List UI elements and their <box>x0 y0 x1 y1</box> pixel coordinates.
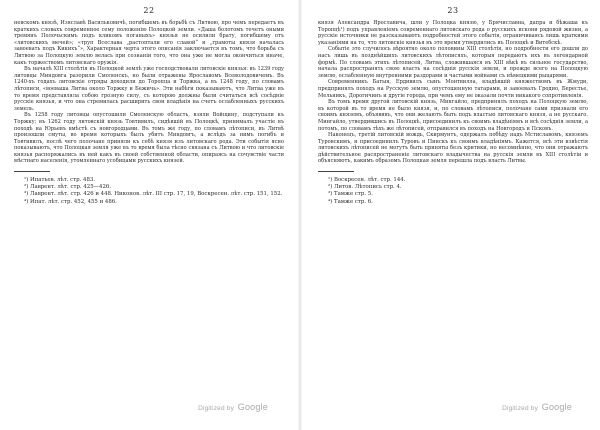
footnote-divider <box>318 171 354 172</box>
footnote: ²) Лаврент. лѣт. стр. 425—426. <box>24 184 112 191</box>
page-number-right: 23 <box>447 6 459 15</box>
footnote: ³) Тамже стр. 5. <box>328 191 373 198</box>
book-gutter <box>298 0 302 430</box>
footnote: ¹) Воскресен. лѣт. стр. 144. <box>328 177 406 184</box>
google-watermark-left <box>198 402 268 412</box>
paragraph: Въ началѣ XIII столѣтія въ Полоцкой землѣ уже господствовали литовскіе князья: въ 1239 году литовцы Миндовга разорили Смоленскъ, но были отражены Ярославомъ Всеволодовичемъ. Въ 1240-хъ годахъ литовскіе отряды доходили до Торопца и Торжка, а въ 1248 году, по словамъ лѣтописи, «воеваша Литва около Торжку и Бежичь». Эти набѣги показываютъ, что Литва уже въ то время представляла собою грозную силу, съ которою должны были считаться всѣ сосѣдніе русскіе князья, и что она стремилась расширить свои владѣнія на счетъ ослабленныхъ русскихъ земель. <box>14 66 284 112</box>
footnote: ¹) Ипатьев. лѣт. стр. 483. <box>24 177 96 184</box>
right-page <box>318 0 588 430</box>
google-watermark-right <box>502 402 572 412</box>
watermark-digitized-label: Digitized by <box>502 405 539 412</box>
right-footnotes <box>318 177 588 206</box>
right-page-text <box>318 20 588 165</box>
watermark-brand: Google <box>237 402 268 412</box>
left-page-text <box>14 20 284 165</box>
footnote: ³) Лаврент. лѣт. стр. 426 и 448. Никонов. лѣт. III стр. 17, 19, Воскресен. лѣт. стр. 151, 152. <box>24 191 283 198</box>
paragraph: Въ томъ время другой литовскій князь, Мингайло, предпринялъ походъ на Полоцкую землю, въ которой въ то время не было князя, и, по словамъ лѣтописи, полочане сами признали его своимъ княземъ, объявивъ, что они желаютъ быть подъ властью литовскаго князя, а не русскаго. Мингайло, утвердившись въ Полоцкѣ, присоединилъ къ своимъ владѣніямъ и всѣ сосѣднія земли, а потомъ, по словамъ тѣхъ же лѣтописей, отправился въ походъ на Новгородъ и Псковъ. <box>318 99 588 132</box>
paragraph: Наконецъ, третій литовскій вождь, Скирмунтъ, одержалъ побѣду надъ Мстиславомъ, княземъ Туровскимъ, и присоединилъ Туровъ и Пинскъ къ своимъ владѣніямъ. Кажется, всѣ эти извѣстія литовскихъ лѣтописей не могутъ быть приняты безъ критики, но несомнѣнно, что они отражаютъ дѣйствительное распространеніе литовскаго владычества на русскія земли въ XIII столѣтіи и объясняютъ, какимъ образомъ Полоцкая земля перешла подъ власть Литвы. <box>318 132 588 165</box>
watermark-digitized-label: Digitized by <box>198 405 235 412</box>
page-number-left: 22 <box>143 6 155 15</box>
paragraph: Въ 1258 году литовцы опустошили Смоленскую область, взяли Войщину, подступали къ Торжку; въ 1262 году литовскій князь Товтивилъ, сидѣвшій въ Полоцкѣ, принималъ участіе въ походѣ на Юрьевъ вмѣстѣ съ новгородцами. Въ томъ же году, по словамъ лѣтописи, въ Литвѣ произошли смуты, во время которыхъ былъ убитъ Миндовгъ, а вслѣдъ за нимъ погибъ и Товтивилъ, послѣ чего полочане приняли къ себѣ князя изъ литовскаго рода. Эти событія ясно показываютъ, что Полоцкая земля уже въ то время была тѣсно связана съ Литвою и что литовскіе князья распоряжались въ ней какъ въ своей собственной области, опираясь на сочувствіе части мѣстнаго населенія, утомленнаго усобицами русскихъ князей. <box>14 112 284 165</box>
footnote-divider <box>14 171 50 172</box>
left-footnotes <box>14 177 284 206</box>
footnote: ²) Литов. Лѣтопись стр. 4. <box>328 184 402 191</box>
left-page <box>14 0 284 430</box>
paragraph: невскомъ князѣ, Изяславѣ Васильковичѣ, погибшемъ въ борьбѣ съ Литвою, про чемъ передаетъ въ краткихъ словахъ современное сему положенію Полоцкой земли. «Даша болотомъ течетъ оными тремянъ Полочьскимъ подъ кликомъ поганыхъ» князья не осилили брату, погибшему отъ «литовскихъ мечей»; «труп Всеслава „растоптали его славой“ и „грамоты князя началась завоевать подъ Кикихъ“», Характерная черта этого описанія заключается въ томъ, что борьба съ Литвою за Полоцкую землю велась при сознаніи того, что она уже не могла окончиться иначе, какъ торжествомъ литовскаго оружія. <box>14 20 284 66</box>
paragraph: Событіе это случилось вѣроятно около половины XIII столѣтія, но подробности его дошли до насъ лишь въ позднѣйшихъ литовскихъ лѣтописяхъ, которыя передаютъ ихъ въ легендарной формѣ. По словамъ этихъ лѣтописей, Литва, сложившаяся въ XIII вѣкѣ въ сильное государство, начала распространять свою власть на сосѣднія русскія земли, и прежде всего на Полоцкую землю, ослабленную внутренними раздорами и частыми войнами съ нѣмецкими рыцарями. <box>318 46 588 79</box>
footnote: ⁴) Тамже стр. 6. <box>328 198 373 205</box>
watermark-brand: Google <box>541 402 572 412</box>
footnote: ⁴) Ипат. лѣт. стр. 452, 455 и 486. <box>24 198 117 205</box>
paragraph: князя Александра Ярославича, шли у Полоцка князю, у Брячиславна, дапра и бѣжаша къ Торопцѣ¹) подъ управленіемъ современнаго литовскаго рода о русскихъ искони рядовой жизни, а русскіе источники не разсказываютъ подробностей этого событія, ограничиваясь лишь краткими указаніями на то, что литовскіе князья въ это время утвердились въ Полоцкѣ и Витебскѣ. <box>318 20 588 46</box>
paragraph: Современникъ Батыя, Ердивилъ сынъ Монтвилла, владѣвшій княжествомъ въ Жмуди, предпринялъ походъ на Русскую землю, опустошенную татарами, и завоевалъ Гродно, Берестье, Мельникъ, Дорогичинъ и другіе города, при чемъ ему не оказали почти никакого сопротивленія. <box>318 79 588 99</box>
